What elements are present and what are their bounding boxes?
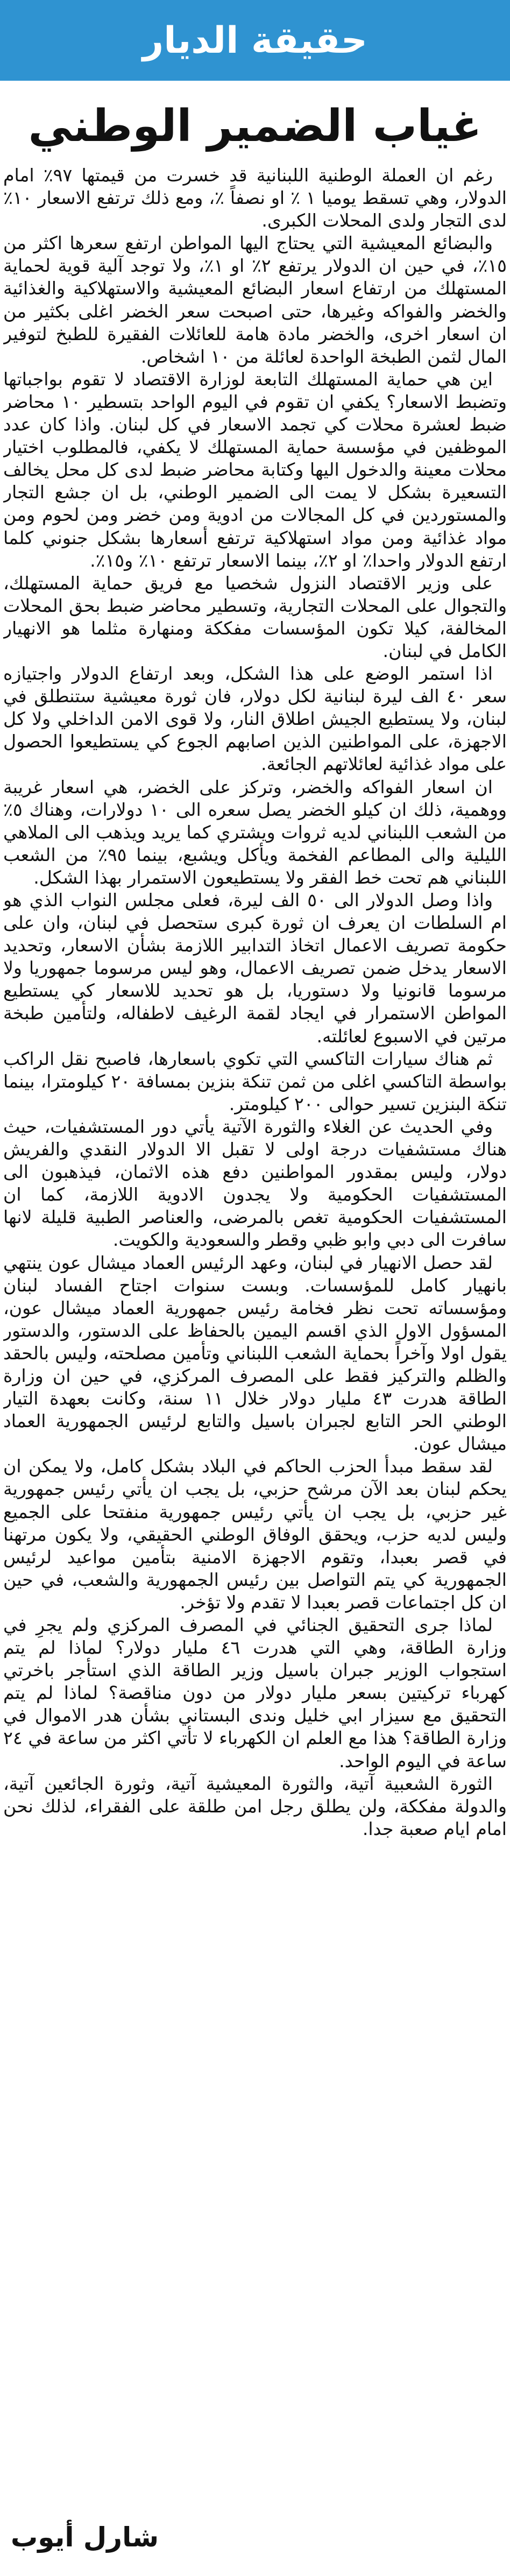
article-body: [3, 164, 507, 2500]
article-paragraph: ان اسعار الفواكه والخضر، وتركز على الخضر، هي اسعار غريبة ووهمية، ذلك ان كيلو الخضر يصل سعره الى ١٠ دولارات، وهناك ٥٪ من الشعب اللبناني لديه ثروات ويشتري كما يريد ويذهب الى الملاهي الليلية والى المطاعم الفخمة ويأكل ويشبع، بينما ٩٥٪ من الشعب اللبناني هم تحت خط الفقر ولا يستطيعون الاستمرار بهذا الشكل.: [3, 776, 507, 888]
article-paragraph: والبضائع المعيشية التي يحتاج اليها المواطن ارتفع سعرها اكثر من ١٥٪، في حين ان الدولار يرتفع ٢٪ او ١٪، ولا توجد آلية قوية لحماية المستهلك من ارتفاع اسعار البضائع المعيشية والاستهلاكية والغذائية والخضر والفواكه وغيرها، حتى اصبحت سعر الخضر اغلى بكثير من ان اسعار اخرى، والخضر مادة هامة للعائلات الفقيرة للطبخ لتوفير المال لثمن الطبخة الواحدة لعائلة من ١٠ اشخاص.: [3, 232, 507, 367]
column-name: حقيقة الديار: [143, 19, 367, 62]
article-paragraph: واذا وصل الدولار الى ٥٠ الف ليرة، فعلى مجلس النواب الذي هو ام السلطات ان يعرف ان ثورة كبرى ستحصل في لبنان، وان على حكومة تصريف الاعمال اتخاذ التدابير اللازمة بشأن الاسعار، وتحديد الاسعار يدخل ضمن تصريف الاعمال، وهو ليس مرسوما جمهوريا ولا مرسوما قانونيا ولا دستوريا، بل هو تحديد للاسعار كي يستطيع المواطن الاستمرار في ايجاد لقمة الرغيف لاطفاله، ولتأمين طبخة مرتين في الاسبوع لعائلته.: [3, 890, 507, 1047]
article-paragraph: اين هي حماية المستهلك التابعة لوزارة الاقتصاد لا تقوم بواجباتها وتضبط الاسعار؟ يكفي ان تقوم في اليوم الواحد بتسطير ١٠ محاضر ضبط لعشرة محلات كي تجمد الاسعار في كل لبنان. واذا كان عدد الموظفين في مؤسسة حماية المستهلك لا يكفي، فالمطلوب اختيار محلات معينة والدخول اليها وكتابة محاضر ضبط لدى كل محل يخالف التسعيرة بشكل لا يمت الى الضمير الوطني، بل ان جشع التجار والمستوردين في كل المجالات من ادوية ومن خضر ومن لحوم ومن مواد غذائية ومن مواد استهلاكية ترتفع أسعارها بشكل جنوني كلما ارتفع الدولار واحدا٪ او ٢٪، بينما الاسعار ترتفع ١٠٪ و١٥٪.: [3, 368, 507, 571]
article-paragraph: لقد سقط مبدأ الحزب الحاكم في البلاد بشكل كامل، ولا يمكن ان يحكم لبنان بعد الآن مرشح حزبي، بل يجب ان يأتي رئيس جمهورية غير حزبي، بل يجب ان يأتي رئيس جمهورية منفتحا على الجميع وليس لديه حزب، ويحقق الوفاق الوطني الحقيقي، ولا يكون مرتهنا في قصر بعبدا، وتقوم الاجهزة الامنية بتأمين مواعيد لرئيس الجمهورية كي يتم التواصل بين رئيس الجمهورية والشعب، في حين ان كل اجتماعات قصر بعبدا لا تقدم ولا تؤخر.: [3, 1456, 507, 1613]
article-paragraph: على وزير الاقتصاد النزول شخصيا مع فريق حماية المستهلك، والتجوال على المحلات التجارية، وتسطير محاضر ضبط بحق المحلات المخالفة، كيلا تكون المؤسسات مفككة ومنهارة مثلما هو الانهيار الكامل في لبنان.: [3, 572, 507, 661]
article-paragraph: اذا استمر الوضع على هذا الشكل، وبعد ارتفاع الدولار واجتيازه سعر ٤٠ الف ليرة لبنانية لكل دولار، فان ثورة معيشية ستنطلق في لبنان، ولا يستطيع الجيش اطلاق النار، ولا قوى الامن الداخلي ولا كل الاجهزة، على المواطنين الذين اصابهم الجوع كي يستطيعوا الحصول على مواد غذائية لعائلاتهم الجائعة.: [3, 663, 507, 775]
article-paragraph: لماذا جرى التحقيق الجنائي في المصرف المركزي ولم يجرِ في وزارة الطاقة، وهي التي هدرت ٤٦ مليار دولار؟ لماذا لم يتم استجواب الوزير جبران باسيل وزير الطاقة الذي استأجر باخرتي كهرباء تركيتين بسعر مليار دولار من دون مناقصة؟ لماذا لم يتم التحقيق مع سيزار ابي خليل وندى البستاني بشأن هدر الاموال في وزارة الطاقة؟ هذا مع العلم ان الكهرباء لا تأتي اكثر من ساعة في ٢٤ ساعة في اليوم الواحد.: [3, 1614, 507, 1772]
article-paragraph: وفي الحديث عن الغلاء والثورة الآتية يأتي دور المستشفيات، حيث هناك مستشفيات درجة اولى لا تقبل الا الدولار النقدي والفريش دولار، وليس بمقدور المواطنين دفع هذه الاثمان، فيذهبون الى المستشفيات الحكومية ولا يجدون الادوية اللازمة، كما ان المستشفيات الحكومية تغص بالمرضى، والعناصر الطبية قليلة لانها سافرت الى دبي وابو ظبي وقطر والسعودية والكويت.: [3, 1116, 507, 1251]
author-signature: شارل أيوب: [11, 2522, 159, 2553]
column-name-banner: [0, 0, 510, 81]
article-paragraph: الثورة الشعبية آتية، والثورة المعيشية آتية، وثورة الجائعين آتية، والدولة مفككة، ولن يطلق رجل امن طلقة على الفقراء، لذلك نحن امام ايام صعبة جدا.: [3, 1773, 507, 1839]
article-paragraph: ثم هناك سيارات التاكسي التي تكوي باسعارها، فاصبح نقل الراكب بواسطة التاكسي اغلى من ثمن تنكة بنزين بمسافة ٢٠ كيلومترا، بينما تنكة البنزين تسير حوالى ٢٠٠ كيلومتر.: [3, 1048, 507, 1114]
article-paragraph: لقد حصل الانهيار في لبنان، وعهد الرئيس العماد ميشال عون ينتهي بانهيار كامل للمؤسسات. وبست سنوات اجتاح الفساد لبنان ومؤسساته تحت نظر فخامة رئيس جمهورية العماد ميشال عون، المسؤول الاول الذي اقسم اليمين بالحفاظ على الدستور، والدستور يقول اولا وآخراً بحماية الشعب اللبناني وتأمين مصلحته، وليس بالحقد والظلم والتركيز فقط على المصرف المركزي، في حين ان وزارة الطاقة هدرت ٤٣ مليار دولار خلال ١١ سنة، وكانت بعهدة التيار الوطني الحر التابع لجبران باسيل والتابع لرئيس الجمهورية العماد ميشال عون.: [3, 1252, 507, 1455]
article-paragraph: رغم ان العملة الوطنية اللبنانية قد خسرت من قيمتها ٩٧٪ امام الدولار، وهي تسقط يوميا ١ ٪ او نصفاً ٪، ومع ذلك ترتفع الاسعار ١٠٪ لدى التجار ولدى المحلات الكبرى.: [3, 165, 507, 231]
article-headline: غياب الضمير الوطني: [28, 101, 482, 152]
